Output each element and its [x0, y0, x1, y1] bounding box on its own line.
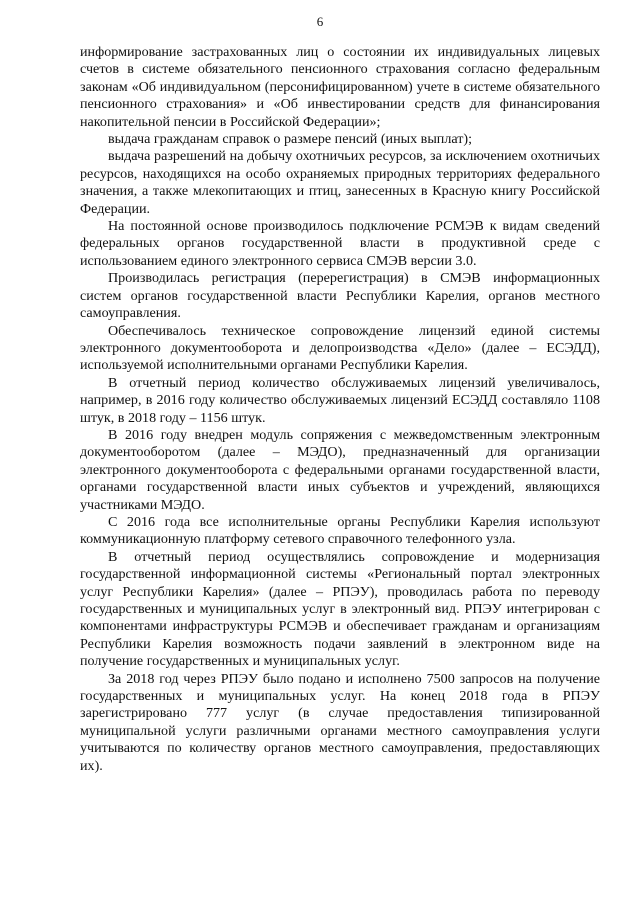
paragraph: В 2016 году внедрен модуль сопряжения с межведомственным электронным документооборотом (далее – МЭДО), предназначенный для организации электронного документооборота с федеральными органами государственной власти, органами государственной власти иных субъектов и учреждений, являющихся участниками МЭДО.: [80, 426, 600, 513]
paragraph: В отчетный период осуществлялись сопровождение и модернизация государственной информационной системы «Региональный портал электронных услуг Республики Карелия» (далее – РПЭУ), проводилась работа по переводу государственных и муниципальных услуг в электронный вид. РПЭУ интегрирован с компонентами инфраструктуры РСМЭВ и обеспечивает гражданам и организациям Республики Карелия возможность подачи заявлений в электронном виде на получение государственных и муниципальных услуг.: [80, 548, 600, 670]
paragraph: За 2018 год через РПЭУ было подано и исполнено 7500 запросов на получение государственных и муниципальных услуг. На конец 2018 года в РПЭУ зарегистрировано 777 услуг (в случае предоставления типизированной муниципальной услуги различными органами местного самоуправления услуги учитываются по количеству органов местного самоуправления, предоставляющих их).: [80, 670, 600, 774]
page-number: 6: [316, 14, 324, 29]
paragraph: Производилась регистрация (перерегистрация) в СМЭВ информационных систем органов государственной власти Республики Карелия, органов местного самоуправления.: [80, 270, 600, 322]
paragraph: С 2016 года все исполнительные органы Республики Карелия используют коммуникационную платформу сетевого справочного телефонного узла.: [80, 513, 600, 548]
paragraph: выдача разрешений на добычу охотничьих ресурсов, за исключением охотничьих ресурсов, находящихся на особо охраняемых природных территориях федерального значения, а также млекопитающих и птиц, занесенных в Красную книгу Российской Федерации.: [80, 148, 600, 217]
paragraph: Обеспечивалось техническое сопровождение лицензий единой системы электронного документооборота и делопроизводства «Дело» (далее – ЕСЭДД), используемой исполнительными органами Республики Карелия.: [80, 322, 600, 374]
body-text: [80, 44, 600, 775]
paragraph: На постоянной основе производилось подключение РСМЭВ к видам сведений федеральных органов государственной власти в продуктивной среде с использованием единого электронного сервиса СМЭВ версии 3.0.: [80, 218, 600, 269]
paragraph: В отчетный период количество обслуживаемых лицензий увеличивалось, например, в 2016 году количество обслуживаемых лицензий ЕСЭДД составляло 1108 штук, в 2018 году – 1156 штук.: [80, 374, 600, 426]
paragraph: выдача гражданам справок о размере пенсий (иных выплат);: [108, 131, 473, 148]
paragraph: информирование застрахованных лиц о состоянии их индивидуальных лицевых счетов в системе обязательного пенсионного страхования согласно федеральным законам «Об индивидуальном (персонифицированном) учете в системе обязательного пенсионного страхования» и «Об инвестировании средств для финансирования накопительной пенсии в Российской Федерации»;: [80, 44, 600, 130]
